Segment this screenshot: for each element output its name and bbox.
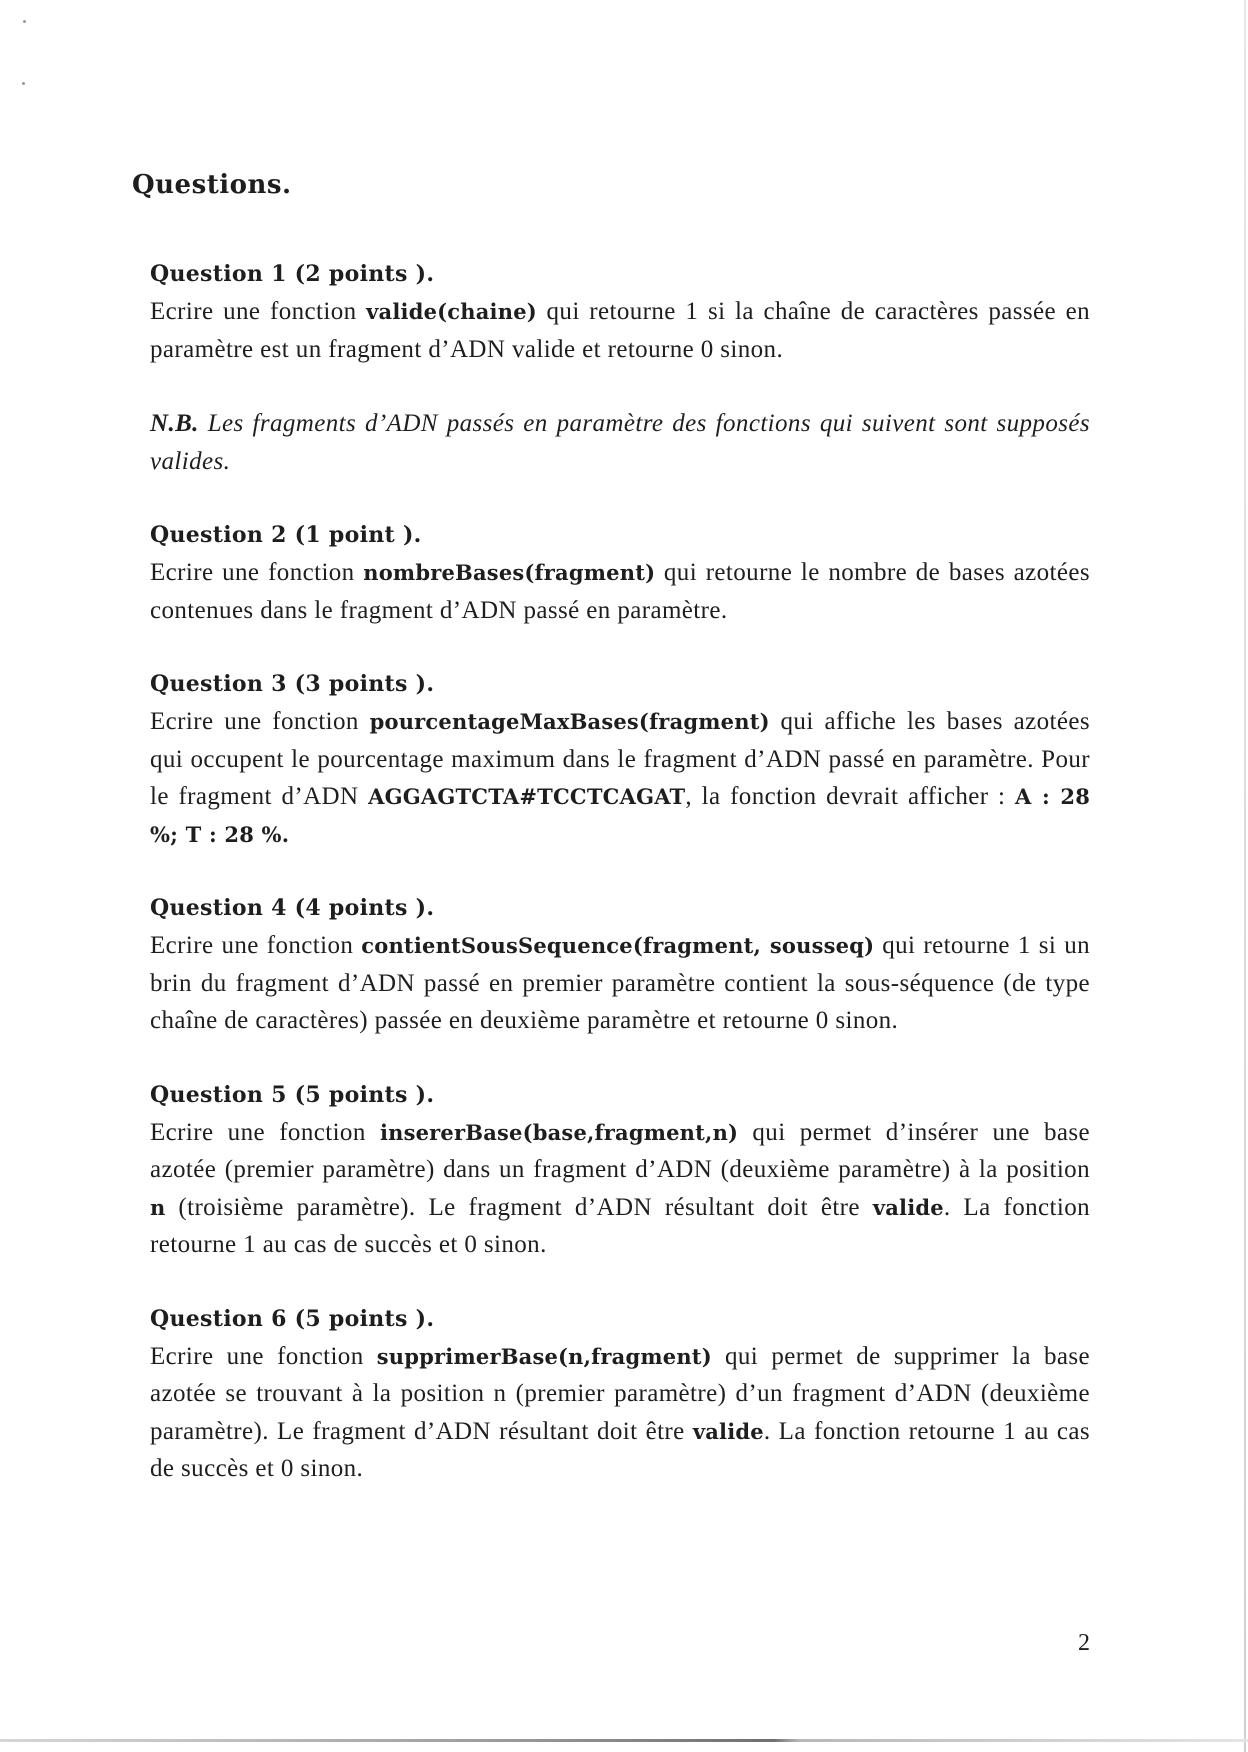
parameter-name: n — [150, 1194, 166, 1220]
section-title: Questions. — [132, 170, 292, 200]
question-heading: Question 3 (3 points ). — [150, 671, 435, 697]
dna-fragment-example: AGGAGTCTA#TCCTCAGAT — [368, 784, 686, 809]
question-text — [150, 554, 1090, 629]
function-signature: pourcentageMaxBases(fragment) — [369, 709, 770, 734]
scan-speck — [23, 20, 26, 23]
question-text-part: (troisième paramètre). Le fragment d’ADN résultant doit être — [165, 1193, 873, 1221]
question-text-part: qui permet de supprimer la base azotée se trouvant à la position n (premier paramètre) d’un fragment d’ADN (deuxième paramètre). Le fragment d’ADN résultant doit être — [150, 1342, 1090, 1445]
question-text-part: Ecrire une fonction — [150, 559, 364, 586]
question-text — [150, 293, 1090, 368]
question-text-part: , la fonction devrait afficher : — [685, 783, 1016, 810]
question-text-part: . La fonction retourne 1 au cas de succès et 0 sinon. — [150, 1193, 1090, 1258]
question-heading: Question 6 (5 points ). — [150, 1305, 435, 1332]
function-signature: valide(chaine) — [366, 299, 537, 324]
page-number: 2 — [1078, 1630, 1090, 1656]
question-text — [150, 1338, 1090, 1488]
note — [150, 405, 1090, 480]
question-text-part: qui affiche les bases azotées qui occupent le pourcentage maximum dans le fragment d’ADN passé en paramètre. Pour le fragment d’ADN — [150, 708, 1090, 810]
question-text — [150, 927, 1090, 1040]
question-text-part: qui retourne 1 si un brin du fragment d’ADN passé en premier paramètre contient la sous-séquence (de type chaîne de caractères) passée en deuxième paramètre et retourne 0 sinon. — [150, 932, 1091, 1034]
question-heading: Question 4 (4 points ). — [150, 895, 435, 921]
question-text-part: qui retourne 1 si la chaîne de caractères passée en paramètre est un fragment d’ADN valide et retourne 0 sinon. — [150, 298, 1091, 363]
question-5 — [150, 1077, 1090, 1264]
function-signature: nombreBases(fragment) — [363, 560, 656, 585]
question-6 — [150, 1301, 1090, 1488]
function-signature: contientSousSequence(fragment, sousseq) — [361, 933, 875, 958]
question-text-part: Ecrire une fonction — [150, 708, 370, 735]
question-text-part: qui retourne le nombre de bases azotées contenues dans le fragment d’ADN passé en paramètre. — [150, 559, 1090, 624]
scan-speck — [22, 82, 25, 85]
question-3 — [150, 666, 1090, 853]
question-heading: Question 5 (5 points ). — [150, 1081, 435, 1108]
function-signature: insererBase(base,fragment,n) — [379, 1119, 739, 1145]
question-text-part: Ecrire une fonction — [150, 298, 367, 325]
question-heading: Question 1 (2 points ). — [150, 261, 435, 287]
question-2 — [150, 517, 1090, 629]
question-text — [150, 1114, 1090, 1264]
emphasis-valide: valide — [692, 1418, 764, 1444]
question-4 — [150, 890, 1090, 1040]
question-text-part: qui permet d’insérer une base azotée (premier paramètre) dans un fragment d’ADN (deuxième paramètre) à la position — [150, 1118, 1090, 1183]
question-text — [150, 703, 1090, 853]
question-text-part: Ecrire une fonction — [150, 932, 362, 959]
emphasis-valide: valide — [872, 1194, 944, 1220]
scan-edge-right — [1244, 0, 1246, 1752]
question-text-part: Ecrire une fonction — [150, 1118, 380, 1146]
question-1 — [150, 256, 1090, 368]
scan-edge-bottom — [0, 1739, 1248, 1742]
question-text-part: Ecrire une fonction — [150, 1342, 377, 1370]
expected-output: A : 28 %; T : 28 %. — [150, 784, 1091, 847]
note-text: Les fragments d’ADN passés en paramètre des fonctions qui suivent sont supposés valides. — [150, 410, 1090, 475]
questions-list — [150, 256, 1090, 1525]
note-label: N.B. — [150, 410, 199, 437]
question-text-part: . La fonction retourne 1 au cas de succès et 0 sinon. — [150, 1417, 1091, 1482]
question-heading: Question 2 (1 point ). — [150, 522, 422, 548]
function-signature: supprimerBase(n,fragment) — [376, 1343, 712, 1369]
